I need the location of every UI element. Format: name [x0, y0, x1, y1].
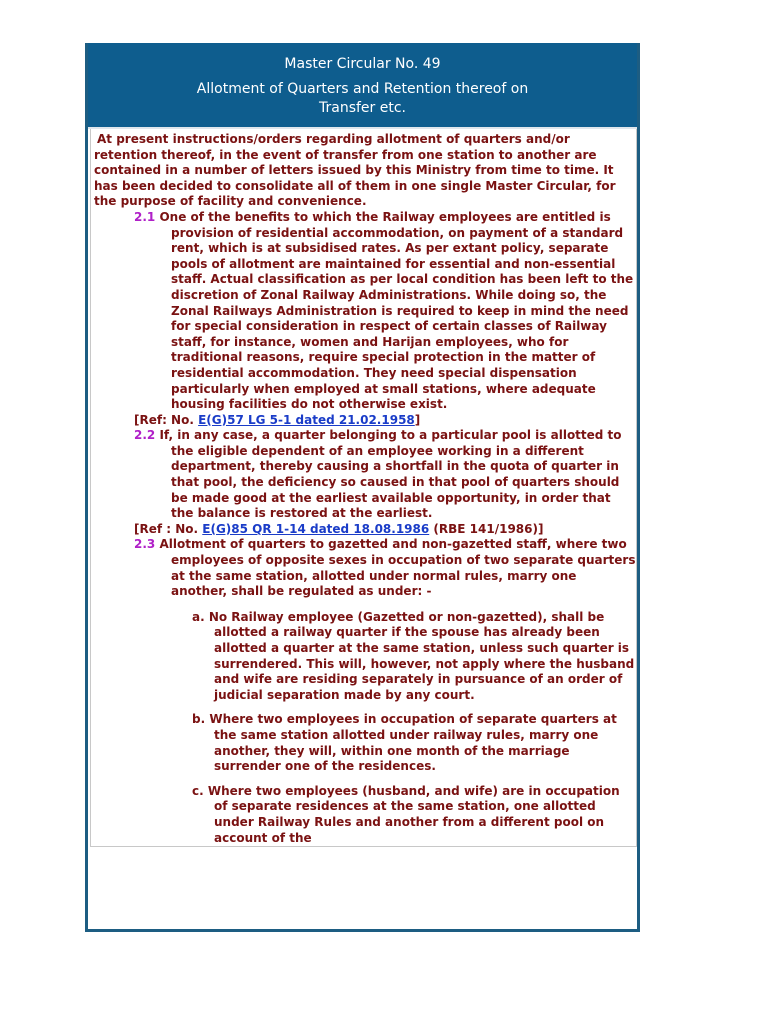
sub-item-text: Where two employees in occupation of separate quarters at the same station allotted under railway rules, marry one another, they will, within one month of the marriage surrender one of the residences.	[209, 712, 617, 774]
sub-item-a	[192, 610, 636, 704]
sub-item-text: No Railway employee (Gazetted or non-gazetted), shall be allotted a railway quarter if the spouse has already been allotted a quarter at the same station, unless such quarter is surrendered. This will, however, not apply where the husband and wife are residing separately in pursuance of an order of judicial separation made by any court.	[208, 609, 635, 702]
section-number: 2.3	[134, 537, 156, 552]
circular-header	[88, 43, 637, 129]
reference-link[interactable]: E(G)57 LG 5-1 dated 21.02.1958	[198, 412, 415, 427]
circular-frame	[85, 43, 640, 932]
reference-suffix: (RBE 141/1986)]	[429, 521, 544, 536]
section-2-3	[134, 537, 636, 599]
sub-item-text: Where two employees (husband, and wife) are in occupation of separate residences at the same station, one allotted under Railway Rules and another from a different pool on account of the	[207, 783, 620, 845]
sub-item-label: b.	[192, 712, 206, 727]
section-number: 2.1	[134, 209, 156, 224]
circular-subtitle-line1: Allotment of Quarters and Retention thereof on	[196, 81, 529, 97]
reference-prefix: [Ref : No.	[134, 521, 203, 536]
circular-subtitle-line2: Transfer etc.	[319, 100, 406, 116]
reference-link[interactable]: E(G)85 QR 1-14 dated 18.08.1986	[202, 521, 430, 536]
circular-body	[90, 129, 637, 847]
section-2-2	[134, 428, 636, 522]
circular-subtitle	[88, 80, 637, 118]
section-number: 2.2	[134, 428, 156, 443]
reference-2-1	[134, 413, 636, 429]
reference-2-2	[134, 522, 636, 538]
section-2-1	[134, 210, 636, 413]
sub-item-label: a.	[192, 609, 205, 624]
sub-item-b	[192, 712, 636, 774]
sub-item-label: c.	[192, 783, 204, 798]
section-text: One of the benefits to which the Railway employees are entitled is provision of residential accommodation, on payment of a standard rent, which is at subsidised rates. As per extant policy, separate pools of allotment are maintained for essential and non-essential staff. Actual classification as per local condition has been left to the discretion of Zonal Railway Administrations. While doing so, the Zonal Railways Administration is required to keep in mind the need for special consideration in respect of certain classes of Railway staff, for instance, women and Harijan employees, who for traditional reasons, require special protection in the matter of residential accommodation. They need special dispensation particularly when employed at small stations, where adequate housing facilities do not otherwise exist.	[159, 209, 634, 412]
circular-title: Master Circular No. 49	[284, 56, 441, 72]
intro-paragraph: At present instructions/orders regarding allotment of quarters and/or retention thereof, in the event of transfer from one station to another are contained in a number of letters issued by this Ministry from time to time. It has been decided to consolidate all of them in one single Master Circular, for the purpose of facility and convenience.	[94, 132, 616, 209]
sub-item-c	[192, 784, 636, 846]
section-text: Allotment of quarters to gazetted and non-gazetted staff, where two employees of opposite sexes in occupation of two separate quarters at the same station, allotted under normal rules, marry one another, shall be regulated as under: -	[159, 537, 636, 599]
section-text: If, in any case, a quarter belonging to a particular pool is allotted to the eligible dependent of an employee working in a different department, thereby causing a shortfall in the quota of quarter in that pool, the deficiency so caused in that pool of quarters should be made good at the earliest available opportunity, in order that the balance is restored at the earliest.	[159, 428, 622, 521]
reference-suffix: ]	[414, 412, 421, 427]
reference-prefix: [Ref: No.	[134, 412, 199, 427]
